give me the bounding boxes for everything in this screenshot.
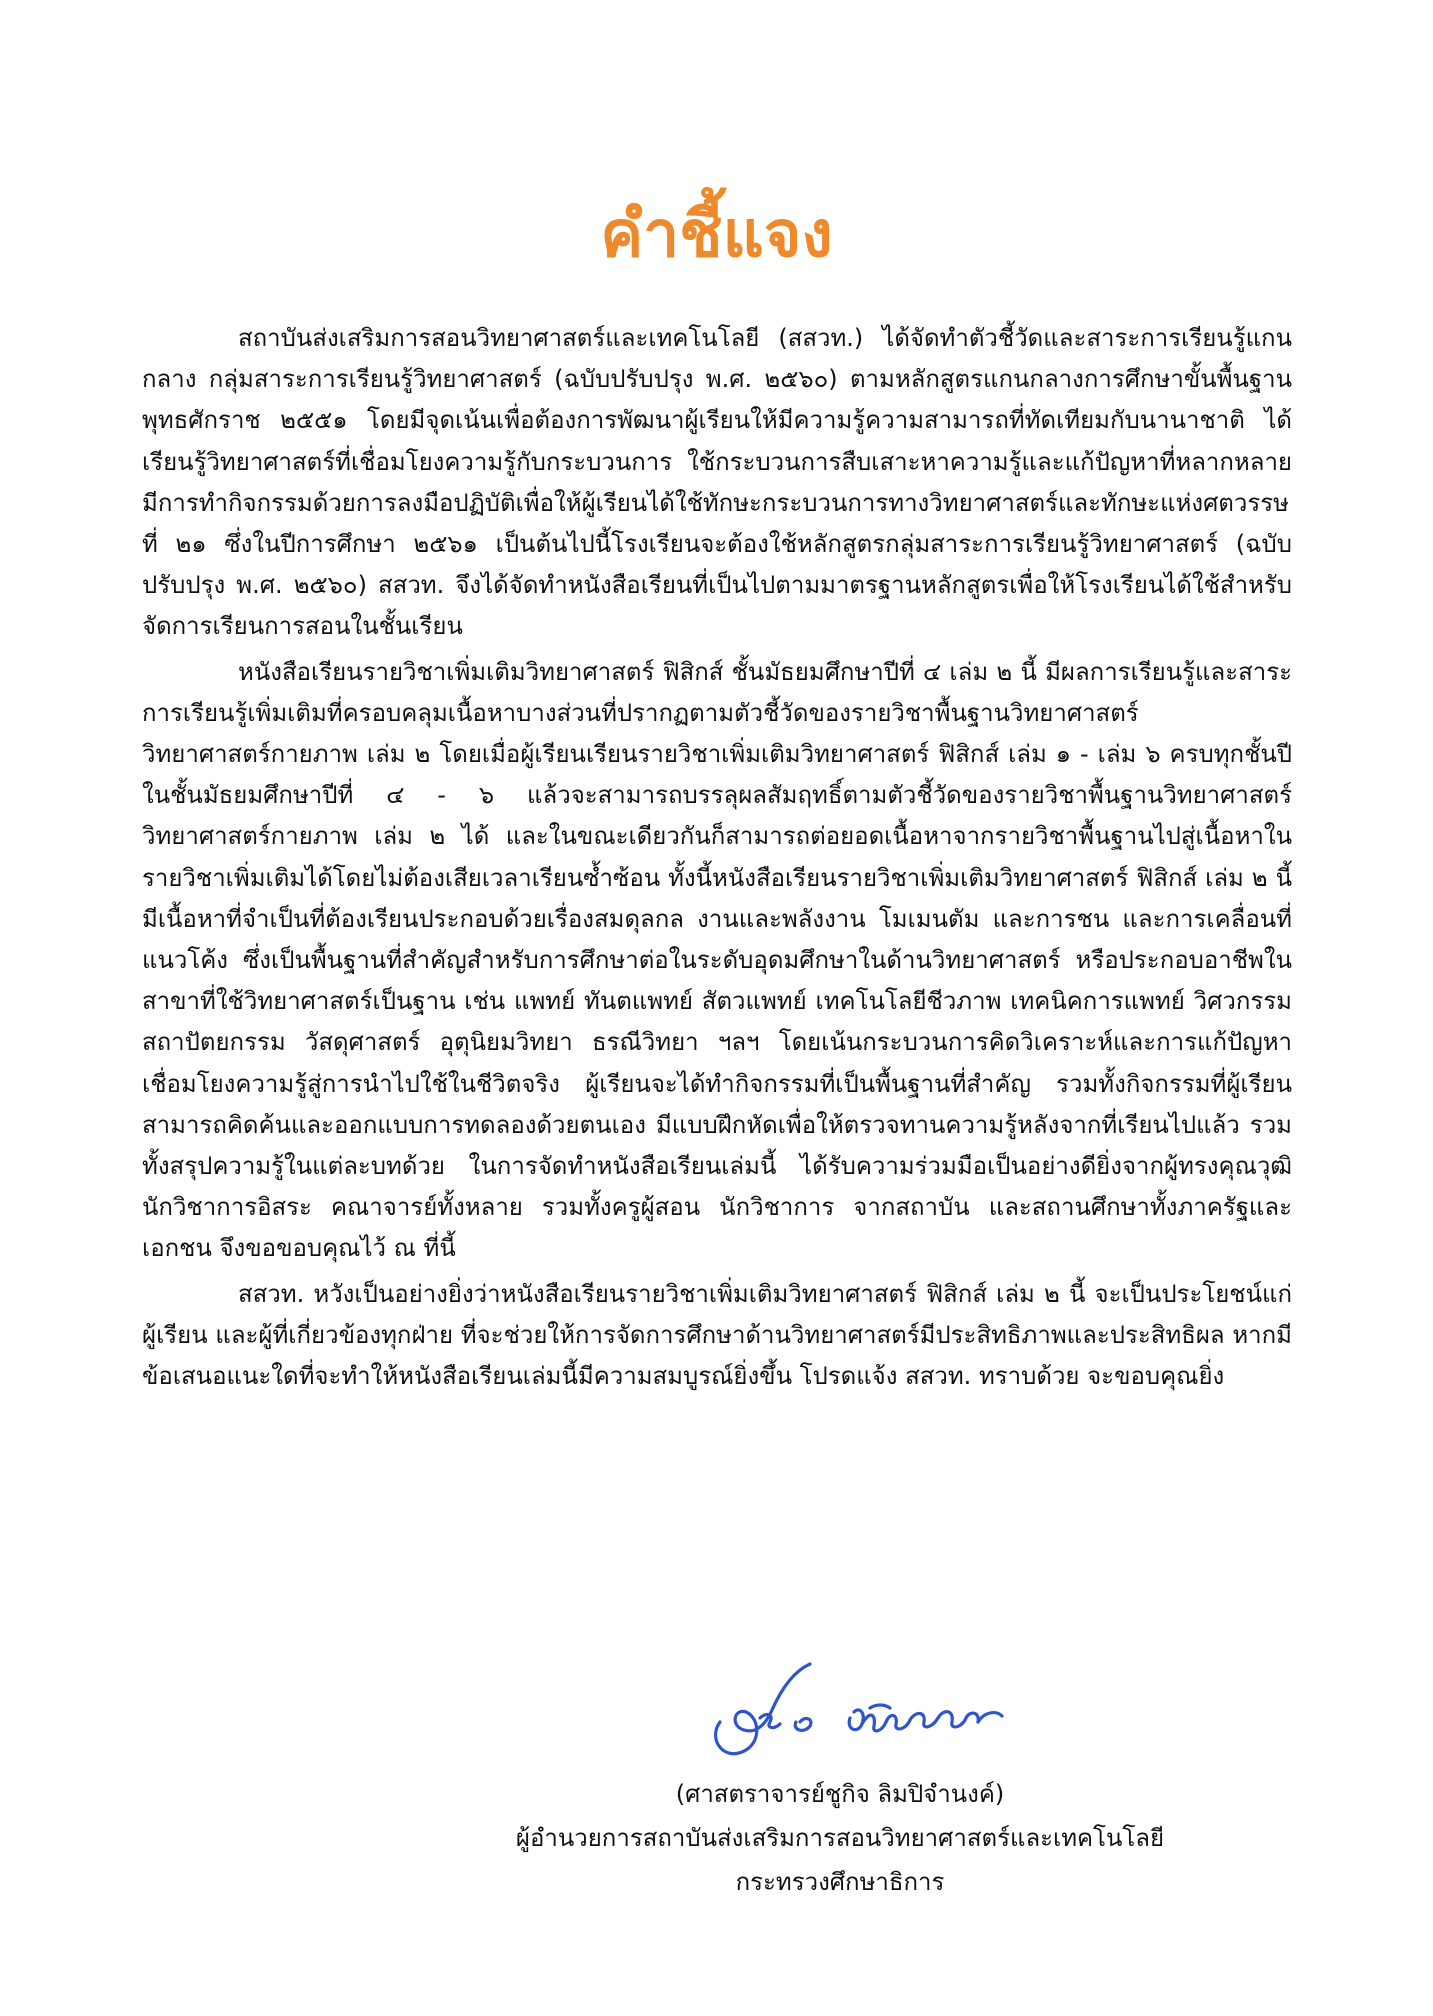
signatory-organization: กระทรวงศึกษาธิการ xyxy=(735,1868,945,1896)
paragraph-2: หนังสือเรียนรายวิชาเพิ่มเติมวิทยาศาสตร์ ฟิสิกส์ ชั้นมัธยมศึกษาปีที่ ๔ เล่ม ๒ นี้ มีผลการเรียนรู้และสาระการเรียนรู้เพิ่มเติมที่ครอบคลุมเนื้อหาบางส่วนที่ปรากฏตามตัวชี้วัดของรายวิชาพื้นฐานวิทยาศาสตร์ วิทยาศาสตร์กายภาพ เล่ม ๒ โดยเมื่อผู้เรียนเรียนรายวิชาเพิ่มเติมวิทยาศาสตร์ ฟิสิกส์ เล่ม ๑ - เล่ม ๖ ครบทุกชั้นปีในชั้นมัธยมศึกษาปีที่ ๔ - ๖ แล้วจะสามารถบรรลุผลสัมฤทธิ์ตามตัวชี้วัดของรายวิชาพื้นฐานวิทยาศาสตร์ วิทยาศาสตร์กายภาพ เล่ม ๒ ได้ และในขณะเดียวกันก็สามารถต่อยอดเนื้อหาจากรายวิชาพื้นฐานไปสู่เนื้อหาในรายวิชาเพิ่มเติมได้โดยไม่ต้องเสียเวลาเรียนซ้ำซ้อน ทั้งนี้หนังสือเรียนรายวิชาเพิ่มเติมวิทยาศาสตร์ ฟิสิกส์ เล่ม ๒ นี้ มีเนื้อหาที่จำเป็นที่ต้องเรียนประกอบด้วยเรื่องสมดุลกล งานและพลังงาน โมเมนตัม และการชน และการเคลื่อนที่แนวโค้ง ซึ่งเป็นพื้นฐานที่สำคัญสำหรับการศึกษาต่อในระดับอุดมศึกษาในด้านวิทยาศาสตร์ หรือประกอบอาชีพในสาขาที่ใช้วิทยาศาสตร์เป็นฐาน เช่น แพทย์ ทันตแพทย์ สัตวแพทย์ เทคโนโลยีชีวภาพ เทคนิคการแพทย์ วิศวกรรม สถาปัตยกรรม วัสดุศาสตร์ อุตุนิยมวิทยา ธรณีวิทยา ฯลฯ โดยเน้นกระบวนการคิดวิเคราะห์และการแก้ปัญหา เชื่อมโยงความรู้สู่การนำไปใช้ในชีวิตจริง ผู้เรียนจะได้ทำกิจกรรมที่เป็นพื้นฐานที่สำคัญ รวมทั้งกิจกรรมที่ผู้เรียนสามารถคิดค้นและออกแบบการทดลองด้วยตนเอง มีแบบฝึกหัดเพื่อให้ตรวจทานความรู้หลังจากที่เรียนไปแล้ว รวมทั้งสรุปความรู้ในแต่ละบทด้วย ในการจัดทำหนังสือเรียนเล่มนี้ ได้รับความร่วมมือเป็นอย่างดียิ่งจากผู้ทรงคุณวุฒิ นักวิชาการอิสระ คณาจารย์ทั้งหลาย รวมทั้งครูผู้สอน นักวิชาการ จากสถาบัน และสถานศึกษาทั้งภาครัฐและเอกชน จึงขอขอบคุณไว้ ณ ที่นี้ xyxy=(142,657,1292,1263)
signatory-position: ผู้อำนวยการสถาบันส่งเสริมการสอนวิทยาศาสตร์และเทคโนโลยี xyxy=(515,1824,1165,1852)
page-title: คำชี้แจง xyxy=(600,198,833,272)
handwritten-signature xyxy=(700,1660,1060,1770)
signatory-name: (ศาสตราจารย์ชูกิจ ลิมปิจำนงค์) xyxy=(675,1780,1005,1808)
paragraph-3: สสวท. หวังเป็นอย่างยิ่งว่าหนังสือเรียนรายวิชาเพิ่มเติมวิทยาศาสตร์ ฟิสิกส์ เล่ม ๒ นี้ จะเป็นประโยชน์แก่ผู้เรียน และผู้ที่เกี่ยวข้องทุกฝ่าย ที่จะช่วยให้การจัดการศึกษาด้านวิทยาศาสตร์มีประสิทธิภาพและประสิทธิผล หากมีข้อเสนอแนะใดที่จะทำให้หนังสือเรียนเล่มนี้มีความสมบูรณ์ยิ่งขึ้น โปรดแจ้ง สสวท. ทราบด้วย จะขอบคุณยิ่ง xyxy=(142,1279,1292,1391)
signature-block xyxy=(460,1772,1220,1904)
body-text xyxy=(142,318,1292,1401)
paragraph-1: สถาบันส่งเสริมการสอนวิทยาศาสตร์และเทคโนโลยี (สสวท.) ได้จัดทำตัวชี้วัดและสาระการเรียนรู้แกนกลาง กลุ่มสาระการเรียนรู้วิทยาศาสตร์ (ฉบับปรับปรุง พ.ศ. ๒๕๖๐) ตามหลักสูตรแกนกลางการศึกษาขั้นพื้นฐาน พุทธศักราช ๒๕๕๑ โดยมีจุดเน้นเพื่อต้องการพัฒนาผู้เรียนให้มีความรู้ความสามารถที่ทัดเทียมกับนานาชาติ ได้เรียนรู้วิทยาศาสตร์ที่เชื่อมโยงความรู้กับกระบวนการ ใช้กระบวนการสืบเสาะหาความรู้และแก้ปัญหาที่หลากหลาย มีการทำกิจกรรมด้วยการลงมือปฏิบัติเพื่อให้ผู้เรียนได้ใช้ทักษะกระบวนการทางวิทยาศาสตร์และทักษะแห่งศตวรรษที่ ๒๑ ซึ่งในปีการศึกษา ๒๕๖๑ เป็นต้นไปนี้โรงเรียนจะต้องใช้หลักสูตรกลุ่มสาระการเรียนรู้วิทยาศาสตร์ (ฉบับปรับปรุง พ.ศ. ๒๕๖๐) สสวท. จึงได้จัดทำหนังสือเรียนที่เป็นไปตามมาตรฐานหลักสูตรเพื่อให้โรงเรียนได้ใช้สำหรับจัดการเรียนการสอนในชั้นเรียน xyxy=(142,324,1292,641)
